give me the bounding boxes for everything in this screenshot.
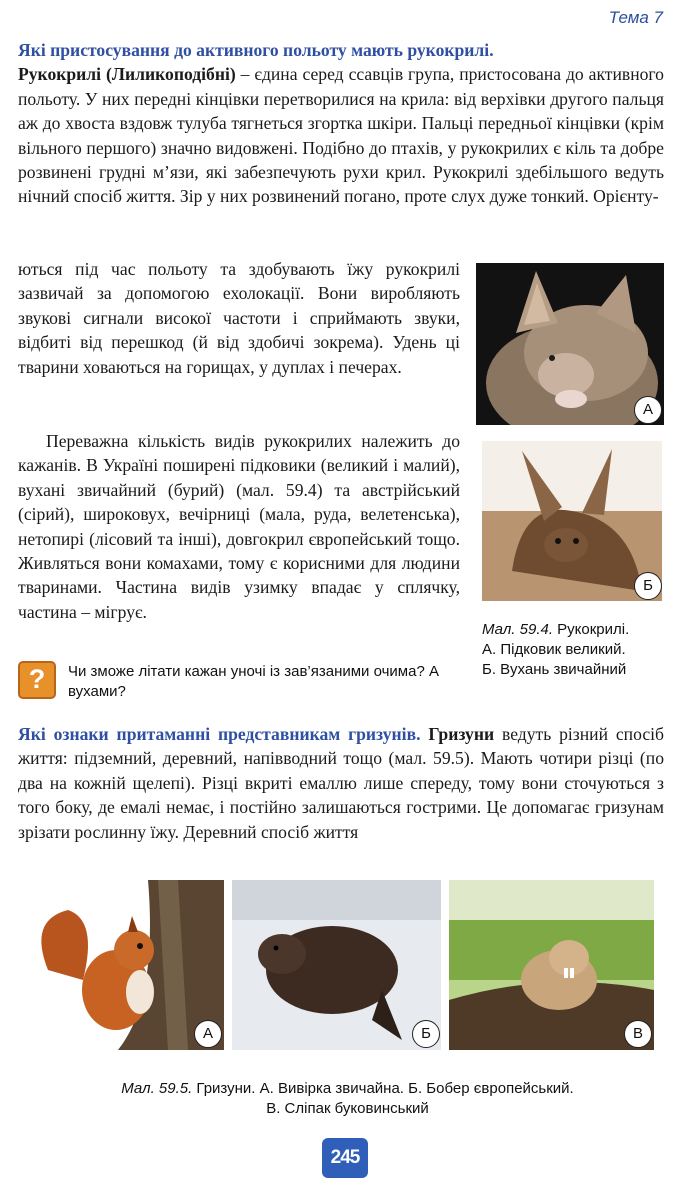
section1-paragraph2: Переважна кількість видів рукокрилих належить до кажанів. В Україні поширені підковики (великий і малий), вухані звичайний (бурий) (мал. 59.4) та австрійський (сірий), широковух, вечірниці (мала, руда, велетенська), нетопирі (лісовий та інші), довгокрил європейський тощо. Живляться вони комахами, тому є корисними для людини тваринами. Частина видів узимку впадає у сплячку, частина – мігрує.: [18, 431, 460, 622]
figure594-caption-b: Б. Вухань звичайний: [482, 661, 627, 678]
figure595-mark-b: Б: [412, 1020, 440, 1048]
figure595-mark-a: А: [194, 1020, 222, 1048]
section1-narrow-text: ються під час польоту та здобувають їжу рукокрилі зазвичай за допомогою ехолокації. Вони виробляють звукові сигнали високої частоти і сприймають звуки, відбиті від перешкод (й від здобичі зокрема). Удень ці тварини ховаються на горищах, у дуплах і печерах.: [18, 259, 460, 377]
beaver-photo: [232, 880, 441, 1050]
section2-paragraph: [18, 722, 664, 844]
bat-photo-brown-long-eared: [482, 441, 662, 601]
figure595-caption-ref: Мал. 59.5.: [121, 1080, 193, 1097]
figure595-caption-line1: Гризуни. А. Вивірка звичайна. Б. Бобер європейський.: [192, 1080, 574, 1097]
figure594-mark-b: Б: [634, 572, 662, 600]
section2-term: Гризуни: [428, 724, 495, 744]
topic-label: Тема 7: [608, 8, 663, 27]
section2-text: ведуть різний спосіб життя: підземний, деревний, напівводний тощо (мал. 59.5). Мають чотири різці (по два на кожній щелепі). Різці вкриті емаллю лише спереду, тому вони сточуються з того боку, де емалі немає, і постійно залишаються гострими. Це допомагає гризунам зрізати рослинну їжу. Деревний спосіб життя: [18, 724, 664, 842]
figure594-caption-title: Рукокрилі.: [553, 621, 630, 638]
squirrel-photo: [28, 880, 224, 1050]
figure595-caption-line2: В. Сліпак буковинський: [266, 1100, 429, 1117]
section1-heading: Які пристосування до активного польоту мають рукокрилі.: [18, 40, 494, 60]
question-text: Чи зможе літати кажан уночі із зав’язаними очима? А вухами?: [68, 663, 439, 700]
page-number: 245: [322, 1138, 368, 1178]
figure594-caption-a: А. Підковик великий.: [482, 641, 626, 658]
mole-rat-photo: [449, 880, 654, 1050]
section1-term: Рукокрилі (Лиликоподібні): [18, 64, 236, 85]
section2-heading: Які ознаки притаманні представникам гризунів.: [18, 724, 421, 744]
figure595-mark-c: В: [624, 1020, 652, 1048]
figure594-caption-ref: Мал. 59.4.: [482, 621, 553, 638]
section1-text: – єдина серед ссавців група, пристосована до активного польоту. У них передні кінцівки перетворилися на крила: від верхівки другого пальця аж до хвоста вздовж тулуба тягнеться згортка шкіри. Пальці передньої кінцівки (крім вільного першого) значно видовжені. Подібно до птахів, у рукокрилих є кіль та добре розвинені грудні м’язи, які забезпечують рухи крил. Рукокрилі здебільшого ведуть нічний спосіб життя. Зір у них розвинений погано, проте слух дуже тонкий. Орієнту-: [18, 64, 664, 207]
section1-paragraph: [18, 38, 664, 209]
question-icon: ?: [18, 661, 56, 699]
figure594-caption: [482, 620, 672, 680]
figure594-mark-a: А: [634, 396, 662, 424]
figure595-caption: [0, 1079, 695, 1119]
